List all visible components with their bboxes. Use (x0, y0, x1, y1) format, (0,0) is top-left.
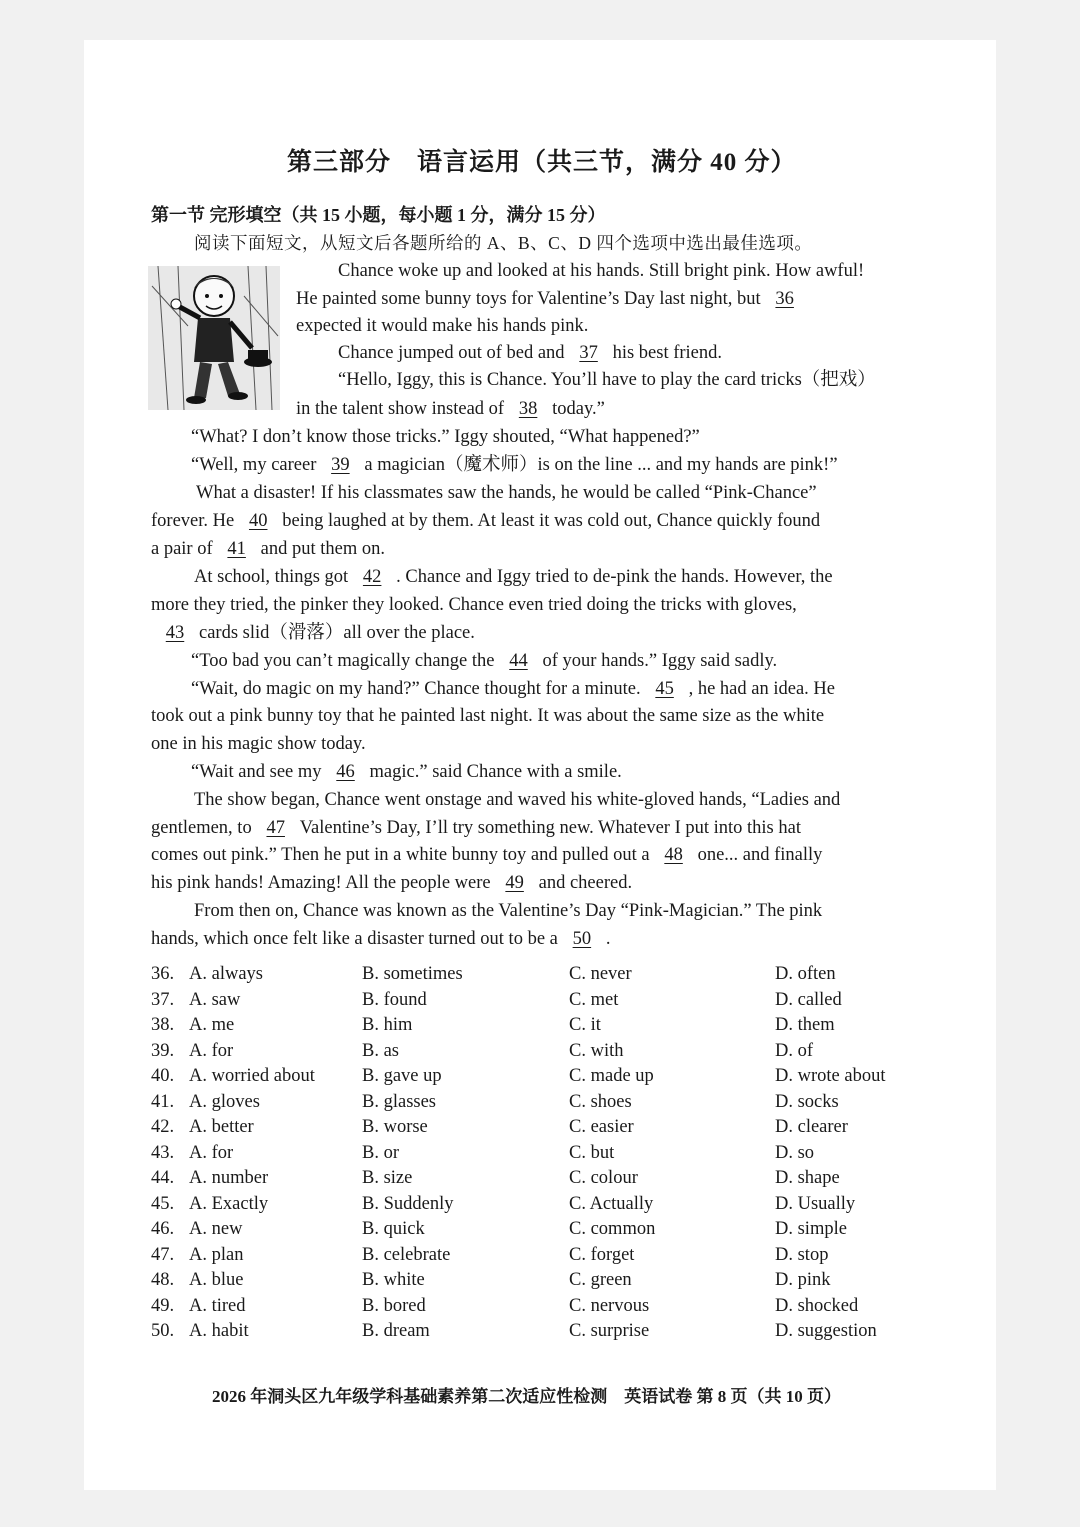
question-row (0, 1041, 1080, 1066)
option-b[interactable]: B. celebrate (362, 1244, 451, 1265)
option-a[interactable]: A. number (189, 1168, 269, 1188)
passage-line: The show began, Chance went onstage and waved his white-gloved hands, “Ladies and (194, 790, 841, 810)
passage-line: What a disaster! If his classmates saw the hands, he would be called “Pink-Chance” (196, 483, 817, 503)
question-number: 45. (151, 1193, 175, 1214)
option-b[interactable]: B. bored (362, 1295, 426, 1316)
question-row (0, 1092, 1080, 1117)
option-d[interactable]: D. so (775, 1142, 815, 1163)
option-b[interactable]: B. sometimes (362, 964, 463, 984)
option-a[interactable]: A. saw (189, 989, 241, 1010)
option-a[interactable]: A. better (189, 1117, 254, 1137)
blank-36: 36 (775, 289, 794, 309)
option-d[interactable]: D. of (775, 1040, 814, 1061)
option-c[interactable]: C. easier (569, 1117, 634, 1137)
option-b[interactable]: B. Suddenly (362, 1193, 454, 1214)
option-a[interactable]: A. gloves (189, 1091, 260, 1112)
passage-line: expected it would make his hands pink. (296, 316, 589, 336)
option-a[interactable]: A. plan (189, 1244, 244, 1265)
passage-line: forever. He 40 being laughed at by them. At least it was cold out, Chance quickly found (151, 507, 820, 535)
question-row (0, 1168, 1080, 1193)
question-row (0, 990, 1080, 1015)
option-c[interactable]: C. green (569, 1270, 632, 1290)
option-a[interactable]: A. tired (189, 1295, 246, 1316)
question-number: 44. (151, 1168, 175, 1188)
page-footer: 2026 年洞头区九年级学科基础素养第二次适应性检测 英语试卷 第 8 页（共 10 页） (212, 1387, 841, 1406)
option-c[interactable]: C. Actually (569, 1193, 654, 1214)
blank-44: 44 (509, 651, 528, 671)
passage-line: his pink hands! Amazing! All the people were 49 and cheered. (151, 869, 632, 897)
question-number: 48. (151, 1270, 175, 1290)
question-number: 50. (151, 1321, 175, 1341)
passage-line: hands, which once felt like a disaster turned out to be a 50 . (151, 925, 611, 953)
blank-38: 38 (518, 399, 538, 419)
option-d[interactable]: D. stop (775, 1244, 829, 1265)
passage-line: comes out pink.” Then he put in a white bunny toy and pulled out a 48 one... and finally (151, 841, 822, 869)
question-number: 46. (151, 1219, 175, 1239)
passage-line: Chance woke up and looked at his hands. Still bright pink. How awful! (338, 261, 865, 281)
option-b[interactable]: B. or (362, 1142, 399, 1163)
option-c[interactable]: C. made up (569, 1066, 654, 1086)
option-c[interactable]: C. nervous (569, 1295, 650, 1316)
question-row (0, 1245, 1080, 1270)
option-d[interactable]: D. suggestion (775, 1321, 877, 1341)
option-b[interactable]: B. found (362, 989, 427, 1010)
question-row (0, 964, 1080, 989)
part-title: 第三部分 语言运用（共三节，满分 40 分） (287, 149, 797, 176)
question-row (0, 1194, 1080, 1219)
option-b[interactable]: B. quick (362, 1219, 425, 1239)
passage-line: in the talent show instead of 38 today.” (296, 395, 605, 423)
magician-illustration (148, 266, 280, 410)
option-d[interactable]: D. clearer (775, 1117, 848, 1137)
passage-line: “Too bad you can’t magically change the 44 of your hands.” Iggy said sadly. (191, 647, 777, 675)
passage-line: “Wait and see my 46 magic.” said Chance with a smile. (191, 758, 622, 786)
passage-line: From then on, Chance was known as the Valentine’s Day “Pink-Magician.” The pink (194, 901, 823, 921)
option-c[interactable]: C. it (569, 1015, 601, 1035)
option-a[interactable]: A. Exactly (189, 1193, 269, 1214)
passage-line: Chance jumped out of bed and 37 his best friend. (338, 339, 722, 367)
question-row (0, 1219, 1080, 1244)
option-c[interactable]: C. with (569, 1040, 624, 1061)
blank-37: 37 (579, 343, 598, 363)
option-b[interactable]: B. dream (362, 1321, 430, 1341)
option-d[interactable]: D. them (775, 1015, 835, 1035)
option-c[interactable]: C. colour (569, 1168, 638, 1188)
option-c[interactable]: C. common (569, 1219, 656, 1239)
passage-line: At school, things got 42 . Chance and Iggy tried to de-pink the hands. However, the (194, 563, 833, 591)
passage-line: He painted some bunny toys for Valentine’s Day last night, but 36 (296, 285, 809, 313)
option-a[interactable]: A. for (189, 1142, 234, 1163)
instructions: 阅读下面短文，从短文后各题所给的 A、B、C、D 四个选项中选出最佳选项。 (194, 233, 813, 253)
passage-line: more they tried, the pinker they looked. Chance even tried doing the tricks with gloves, (151, 595, 797, 615)
question-number: 39. (151, 1040, 175, 1061)
question-row (0, 1015, 1080, 1040)
question-number: 49. (151, 1295, 175, 1316)
option-b[interactable]: B. size (362, 1168, 413, 1188)
passage-line: “What? I don’t know those tricks.” Iggy shouted, “What happened?” (191, 427, 700, 447)
blank-45: 45 (655, 679, 674, 699)
option-b[interactable]: B. him (362, 1015, 413, 1035)
blank-48: 48 (664, 845, 683, 865)
blank-40: 40 (248, 511, 268, 531)
question-row (0, 1117, 1080, 1142)
option-a[interactable]: A. for (189, 1040, 234, 1061)
passage-line: gentlemen, to 47 Valentine’s Day, I’ll try something new. Whatever I put into this hat (151, 814, 801, 842)
blank-41: 41 (227, 539, 246, 559)
question-number: 38. (151, 1015, 175, 1035)
option-d[interactable]: D. shocked (775, 1295, 859, 1316)
option-c[interactable]: C. surprise (569, 1321, 650, 1341)
passage-line: “Hello, Iggy, this is Chance. You’ll have to play the card tricks（把戏） (338, 370, 876, 390)
passage-line: took out a pink bunny toy that he painted last night. It was about the same size as the white (151, 706, 825, 726)
option-c[interactable]: C. forget (569, 1244, 635, 1265)
question-number: 37. (151, 989, 175, 1010)
option-b[interactable]: B. as (362, 1040, 399, 1061)
option-c[interactable]: C. but (569, 1142, 615, 1163)
option-d[interactable]: D. called (775, 989, 842, 1010)
option-a[interactable]: A. always (189, 964, 263, 984)
question-number: 40. (151, 1066, 175, 1086)
option-d[interactable]: D. wrote about (775, 1066, 886, 1086)
question-number: 41. (151, 1091, 175, 1112)
option-c[interactable]: C. never (569, 964, 632, 984)
option-b[interactable]: B. white (362, 1270, 425, 1290)
blank-46: 46 (336, 762, 355, 782)
passage-line: 43 cards slid（滑落）all over the place. (151, 619, 475, 647)
option-d[interactable]: D. often (775, 964, 836, 984)
question-row (0, 1066, 1080, 1091)
question-number: 43. (151, 1142, 175, 1163)
option-b[interactable]: B. worse (362, 1117, 428, 1137)
blank-43: 43 (165, 623, 185, 643)
option-d[interactable]: D. socks (775, 1091, 839, 1112)
blank-39: 39 (331, 455, 350, 475)
passage-line: one in his magic show today. (151, 734, 366, 754)
option-d[interactable]: D. shape (775, 1168, 840, 1188)
question-number: 36. (151, 964, 175, 984)
blank-42: 42 (362, 567, 382, 587)
blank-47: 47 (266, 818, 285, 838)
question-number: 42. (151, 1117, 175, 1137)
option-c[interactable]: C. met (569, 989, 619, 1010)
blank-49: 49 (505, 873, 524, 893)
question-number: 47. (151, 1244, 175, 1265)
passage-line: “Wait, do magic on my hand?” Chance thought for a minute. 45 , he had an idea. He (191, 675, 835, 703)
option-a[interactable]: A. new (189, 1219, 243, 1239)
question-row (0, 1296, 1080, 1321)
option-d[interactable]: D. Usually (775, 1193, 856, 1214)
question-row (0, 1270, 1080, 1295)
passage-line: a pair of 41 and put them on. (151, 535, 385, 563)
option-a[interactable]: A. worried about (189, 1066, 315, 1086)
option-d[interactable]: D. simple (775, 1219, 847, 1239)
option-c[interactable]: C. shoes (569, 1091, 632, 1112)
option-a[interactable]: A. me (189, 1015, 235, 1035)
option-d[interactable]: D. pink (775, 1270, 831, 1290)
section-title: 第一节 完形填空（共 15 小题，每小题 1 分，满分 15 分） (151, 205, 606, 225)
option-a[interactable]: A. habit (189, 1321, 249, 1341)
option-b[interactable]: B. glasses (362, 1091, 436, 1112)
passage-line: “Well, my career 39 a magician（魔术师）is on the line ... and my hands are pink!” (191, 451, 838, 479)
blank-50: 50 (572, 929, 592, 949)
question-row (0, 1321, 1080, 1346)
option-a[interactable]: A. blue (189, 1270, 244, 1290)
option-b[interactable]: B. gave up (362, 1066, 442, 1086)
question-row (0, 1143, 1080, 1168)
